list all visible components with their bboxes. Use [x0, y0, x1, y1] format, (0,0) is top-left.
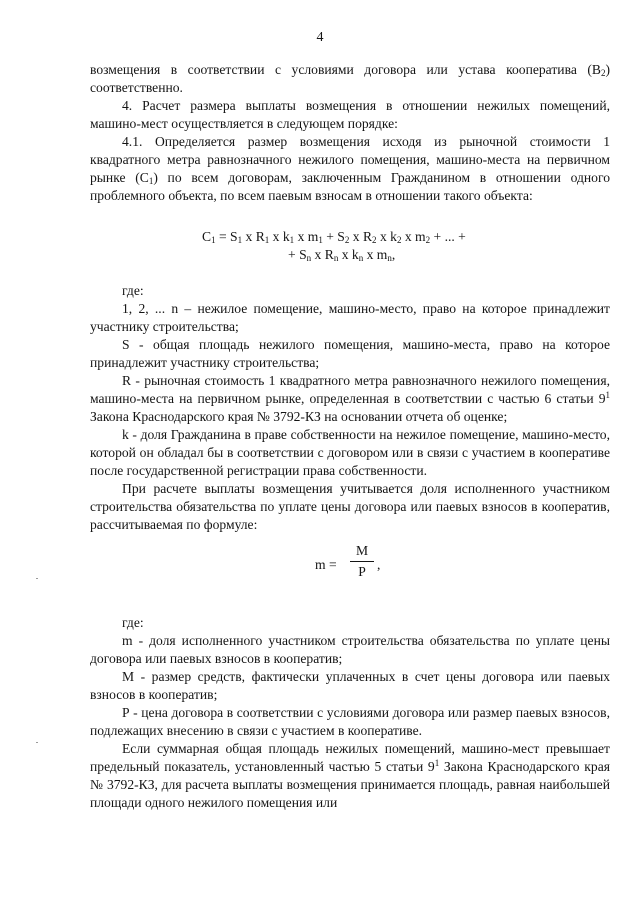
definition-r: R - рыночная стоимость 1 квадратного метра равнозначного нежилого помещения, машино-места на первичном рынке, определенная в соответствии с частью 6 статьи $9^1$ Закона Краснодарского края № 3792-КЗ на основании отчета об оценке; — [90, 373, 610, 424]
definition-m-amount: М - размер средств, фактически уплаченных в счет цены договора или паевых взносов в кооператив; — [90, 669, 610, 702]
paragraph-share: При расчете выплаты возмещения учитывается доля исполненного участником строительства обязательства по уплате цены договора или паевых взносов в кооператив, рассчитываемая по формуле: — [90, 481, 610, 532]
definition-s: S - общая площадь нежилого помещения, машино-места, право на которое принадлежит участнику строительства; — [90, 337, 610, 370]
formula-m-lhs: m = — [315, 557, 337, 572]
formula-m-denominator: Р — [358, 564, 366, 579]
paragraph-area-limit: Если суммарная общая площадь нежилых помещений, машино-мест превышает предельный показатель, установленный частью 5 статьи $9^1$ Закона Краснодарского края № 3792-КЗ, для расчета выплаты возмещения принимается площадь, равная наибольшей площади одного нежилого помещения или — [90, 741, 610, 810]
definition-p: Р - цена договора в соответствии с условиями договора или размер паевых взносов, подлежащих внесению в связи с участием в кооперативе. — [90, 705, 610, 738]
formula-m — [90, 542, 610, 590]
formula-m-fraction — [350, 542, 374, 581]
margin-mark — [36, 742, 38, 743]
paragraph-continuation: возмещения в соответствии с условиями договора или устава кооператива $(В_2)$ соответственно. — [90, 62, 610, 95]
where-label: где: — [122, 283, 144, 298]
margin-mark — [36, 578, 38, 579]
formula-c1-line2: + $S_n$ х $R_n$ х $k_n$ х $m_n$, — [288, 247, 396, 263]
fraction-bar — [350, 561, 374, 562]
definition-m-share: m - доля исполненного участником строительства обязательства по уплате цены договора или паевых взносов в кооператив; — [90, 633, 610, 666]
paragraph-item-4-1: 4.1. Определяется размер возмещения исходя из рыночной стоимости 1 квадратного метра равнозначного нежилого помещения, машино-места на первичном рынке $(С_1)$ по всем договорам, заключенным Гражданином в отношении одного проблемного объекта, по всем паевым взносам в отношении такого объекта: — [90, 134, 610, 203]
paragraph-item-4: 4. Расчет размера выплаты возмещения в отношении нежилых помещений, машино-мест осуществляется в следующем порядке: — [90, 98, 610, 131]
document-body — [90, 61, 610, 812]
definition-k: k - доля Гражданина в праве собственности на нежилое помещение, машино-место, которой он обладал бы в соответствии с договором или в связи с участием в кооперативе после государственной регистрации права собственности. — [90, 427, 610, 478]
formula-m-comma: , — [377, 557, 381, 572]
formula-c1 — [90, 228, 610, 264]
definition-index: 1, 2, ... n – нежилое помещение, машино-место, право на которое принадлежит участнику строительства; — [90, 301, 610, 334]
formula-c1-line1: $С_1 = S_1$ х $R_1$ х $k_1$ х $m_1 + S_2$ х $R_2$ х $k_2$ х $m_2$ + ... + — [202, 229, 466, 245]
formula-m-numerator: М — [355, 543, 369, 558]
page-number: 4 — [316, 30, 324, 45]
where-label: где: — [122, 615, 144, 630]
